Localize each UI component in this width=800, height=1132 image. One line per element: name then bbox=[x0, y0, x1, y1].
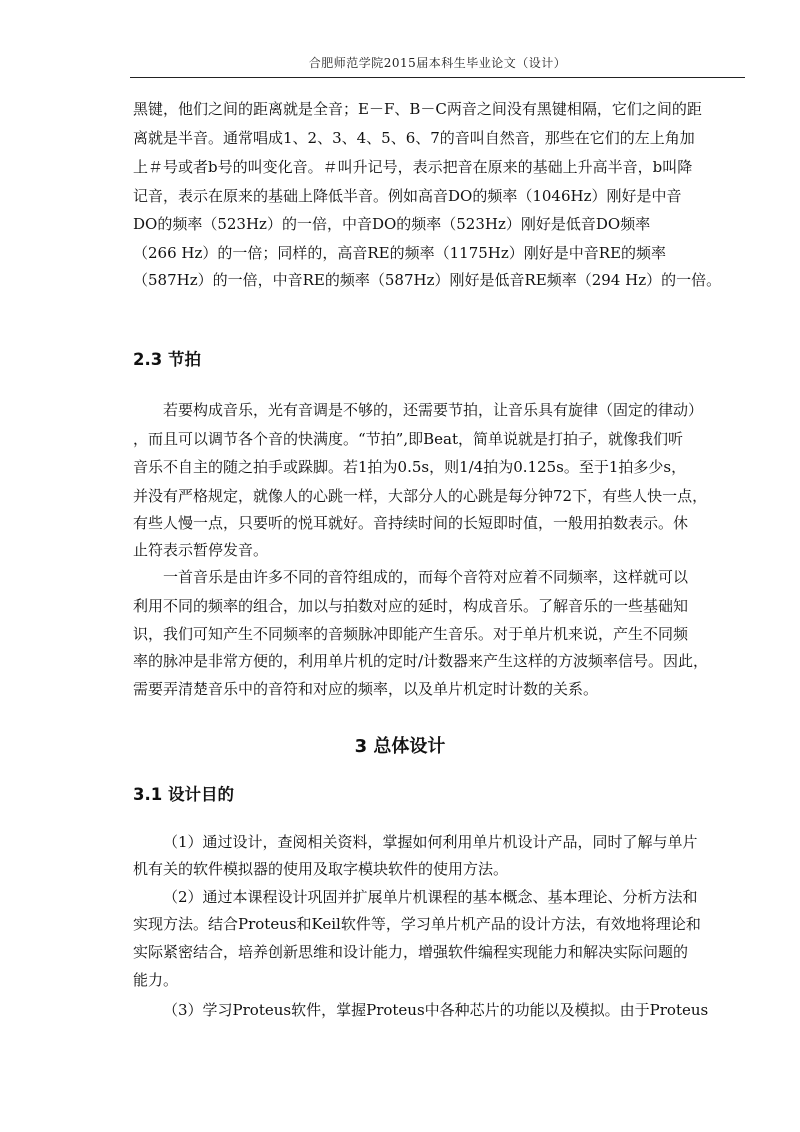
body-line: ，而且可以调节各个音的快满度。“节拍”,即Beat，简单说就是打拍子，就像我们听 bbox=[133, 430, 683, 448]
body-line: 记音，表示在原来的基础上降低半音。例如高音DO的频率（1046Hz）刚好是中音 bbox=[133, 187, 682, 205]
body-line: 需要弄清楚音乐中的音符和对应的频率，以及单片机定时计数的关系。 bbox=[133, 680, 599, 698]
list-item-line: 实现方法。结合Proteus和Keil软件等，学习单片机产品的设计方法，有效地将理论和 bbox=[133, 915, 701, 933]
body-line: 利用不同的频率的组合，加以与拍数对应的延时，构成音乐。了解音乐的一些基础知 bbox=[133, 597, 689, 615]
body-line: 黑键，他们之间的距离就是全音；E－F、B－C两音之间没有黑键相隔，它们之间的距 bbox=[133, 100, 702, 118]
chapter-heading-3: 3 总体设计 bbox=[354, 736, 446, 757]
body-line: 一首音乐是由许多不同的音符组成的，而每个音符对应着不同频率，这样就可以 bbox=[163, 568, 689, 586]
list-item-line: 能力。 bbox=[133, 971, 179, 989]
body-line: 有些人慢一点，只要听的悦耳就好。音持续时间的长短即时值，一般用拍数表示。休 bbox=[133, 514, 689, 532]
header-divider bbox=[130, 77, 745, 78]
body-line: 音乐不自主的随之拍手或跺脚。若1拍为0.5s，则1/4拍为0.125s。至于1拍多少s， bbox=[133, 458, 687, 476]
body-line: 上＃号或者b号的叫变化音。＃叫升记号，表示把音在原来的基础上升高半音，b叫降 bbox=[133, 158, 693, 176]
body-line: （266 Hz）的一倍；同样的，高音RE的频率（1175Hz）刚好是中音RE的频率 bbox=[133, 244, 667, 262]
body-line: 离就是半音。通常唱成1、2、3、4、5、6、7的音叫自然音，那些在它们的左上角加 bbox=[133, 129, 695, 147]
section-heading-3-1: 3.1 设计目的 bbox=[133, 785, 234, 804]
section-heading-2-3: 2.3 节拍 bbox=[133, 350, 201, 369]
list-item-line: （1）通过设计，查阅相关资料，掌握如何利用单片机设计产品，同时了解与单片 bbox=[163, 833, 698, 851]
body-line: 率的脉冲是非常方便的，利用单片机的定时/计数器来产生这样的方波频率信号。因此， bbox=[133, 652, 709, 670]
body-line: 若要构成音乐，光有音调是不够的，还需要节拍，让音乐具有旋律（固定的律动） bbox=[163, 401, 704, 419]
body-line: 并没有严格规定，就像人的心跳一样，大部分人的心跳是每分钟72下，有些人快一点， bbox=[133, 487, 708, 505]
list-item-line: （3）学习Proteus软件，掌握Proteus中各种芯片的功能以及模拟。由于Proteus bbox=[163, 1001, 709, 1019]
list-item-line: （2）通过本课程设计巩固并扩展单片机课程的基本概念、基本理论、分析方法和 bbox=[163, 888, 698, 906]
list-item-line: 机有关的软件模拟器的使用及取字模块软件的使用方法。 bbox=[133, 860, 509, 878]
body-line: （587Hz）的一倍，中音RE的频率（587Hz）刚好是低音RE频率（294 Hz）的一倍。 bbox=[133, 271, 722, 289]
page-header: 合肥师范学院2015届本科生毕业论文（设计） bbox=[308, 56, 567, 70]
list-item-line: 实际紧密结合，培养创新思维和设计能力，增强软件编程实现能力和解决实际问题的 bbox=[133, 943, 689, 961]
body-line: DO的频率（523Hz）的一倍，中音DO的频率（523Hz）刚好是低音DO频率 bbox=[133, 215, 651, 233]
body-line: 止符表示暂停发音。 bbox=[133, 541, 269, 559]
body-line: 识，我们可知产生不同频率的音频脉冲即能产生音乐。对于单片机来说，产生不同频 bbox=[133, 625, 689, 643]
